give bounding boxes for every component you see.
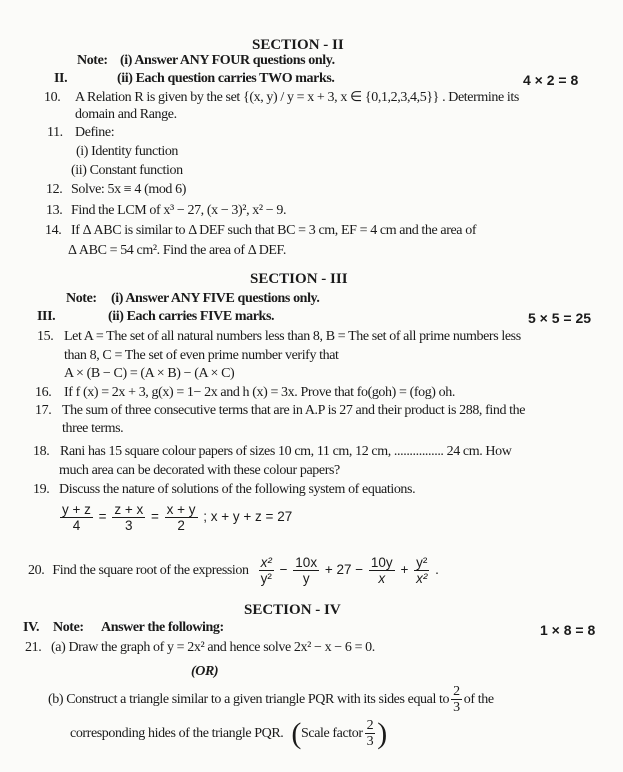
fraction-numerator: z + x: [114, 502, 144, 517]
question-number: 16.: [35, 385, 52, 400]
operator: +: [400, 562, 409, 578]
question-number: 19.: [33, 482, 50, 497]
operator: + 27 −: [324, 562, 364, 578]
operator: −: [279, 562, 288, 578]
question-text: Find the LCM of x³ − 27, (x − 3)², x² − 9.: [71, 203, 287, 218]
question-number: 21.: [25, 640, 42, 655]
equals-sign: =: [150, 509, 159, 525]
section-2-title: SECTION - II: [252, 37, 344, 53]
question-text: three terms.: [62, 421, 124, 436]
fraction-denominator: 3: [366, 734, 374, 749]
question-text: Let A = The set of all natural numbers less than 8, B = The set of all prime numbers less: [64, 329, 521, 344]
fraction-numerator: x²: [260, 555, 272, 570]
section-3-note-1: (i) Answer ANY FIVE questions only.: [111, 291, 320, 306]
fraction-denominator: 3: [453, 700, 460, 715]
section-2-note-1: (i) Answer ANY FOUR questions only.: [120, 53, 335, 68]
equation-system: [58, 502, 292, 533]
fraction-denominator: 2: [177, 518, 185, 533]
question-text: domain and Range.: [75, 107, 177, 122]
question-number: 18.: [33, 444, 50, 459]
fraction-two-thirds: [451, 684, 462, 715]
fraction-denominator: 3: [125, 518, 133, 533]
question-text: Define:: [75, 125, 115, 140]
section-4-roman: IV.: [23, 620, 40, 635]
scale-factor-open-paren: (: [291, 716, 301, 750]
question-text: (b) Construct a triangle similar to a given triangle PQR with its sides equal to: [48, 692, 450, 707]
question-text: (a) Draw the graph of y = 2x² and hence solve 2x² − x − 6 = 0.: [51, 640, 375, 655]
question-20-line: [28, 555, 439, 586]
section-3-note-label: Note:: [66, 291, 97, 306]
question-number: 15.: [37, 329, 54, 344]
question-21b-line: [48, 684, 494, 715]
question-text: Δ ABC = 54 cm². Find the area of Δ DEF.: [68, 243, 286, 258]
section-2-marks: 4 × 2 = 8: [523, 72, 579, 88]
section-4-title: SECTION - IV: [244, 602, 341, 618]
fraction-denominator: 4: [72, 518, 81, 533]
question-text: Discuss the nature of solutions of the following system of equations.: [59, 482, 416, 497]
question-21b-line-2: [70, 718, 387, 749]
question-number: 13.: [46, 203, 63, 218]
scale-factor-close-paren: ): [377, 716, 387, 750]
expression-end: .: [435, 562, 439, 578]
fraction-numerator: y²: [416, 555, 428, 570]
equals-sign: =: [98, 509, 107, 525]
question-number: 11.: [47, 125, 63, 140]
question-text: much area can be decorated with these colour papers?: [59, 463, 340, 478]
question-text: If f (x) = 2x + 3, g(x) = 1− 2x and h (x) = 3x. Prove that fo(goh) = (fog) oh.: [64, 385, 455, 400]
question-text: of the: [463, 692, 494, 707]
question-text: Rani has 15 square colour papers of sizes 10 cm, 11 cm, 12 cm, ................ 24 cm. How: [60, 444, 512, 459]
section-3-title: SECTION - III: [250, 271, 348, 287]
question-number: 10.: [44, 90, 61, 105]
equation-tail: ; x + y + z = 27: [203, 509, 293, 525]
scale-factor: [365, 718, 376, 749]
fraction-numerator: y + z: [62, 502, 91, 517]
fraction-numerator: 2: [366, 718, 374, 733]
or-label: (OR): [191, 664, 219, 679]
fraction-numerator: 10y: [370, 555, 393, 570]
fraction-denominator: y²: [260, 571, 272, 586]
section-3-roman: III.: [37, 309, 56, 324]
question-number: 12.: [46, 182, 63, 197]
section-3-note-2: (ii) Each carries FIVE marks.: [108, 309, 275, 324]
fraction-denominator: x: [378, 571, 386, 586]
question-text: A × (B − C) = (A × B) − (A × C): [64, 366, 235, 381]
fraction-denominator: x²: [416, 571, 428, 586]
question-number: 20.: [28, 563, 45, 578]
section-2-note-label: Note:: [77, 53, 108, 68]
section-2-note-2: (ii) Each question carries TWO marks.: [117, 71, 335, 86]
section-4-marks: 1 × 8 = 8: [540, 622, 596, 638]
expression: [257, 555, 439, 586]
question-text: The sum of three consecutive terms that are in A.P is 27 and their product is 288, find the: [62, 403, 526, 418]
question-text: A Relation R is given by the set {(x, y) / y = x + 3, x ∈ {0,1,2,3,4,5}} . Determine its: [75, 90, 519, 105]
fraction-numerator: 2: [453, 684, 460, 699]
section-4-note-1: Answer the following:: [101, 620, 224, 635]
section-3-marks: 5 × 5 = 25: [528, 310, 592, 326]
scale-factor-label: Scale factor: [301, 726, 363, 741]
section-2-roman: II.: [54, 71, 68, 86]
fraction-numerator: 10x: [295, 555, 318, 570]
question-text: Find the square root of the expression: [52, 563, 249, 578]
question-text: If Δ ABC is similar to Δ DEF such that BC = 3 cm, EF = 4 cm and the area of: [71, 223, 477, 238]
question-text: than 8, C = The set of even prime number verify that: [64, 348, 339, 363]
question-number: 17.: [35, 403, 52, 418]
fraction-denominator: y: [302, 571, 310, 586]
question-text: (i) Identity function: [76, 144, 179, 159]
question-text: (ii) Constant function: [71, 163, 183, 178]
fraction-numerator: x + y: [166, 502, 196, 517]
question-text: Solve: 5x ≡ 4 (mod 6): [71, 182, 186, 197]
question-text: corresponding hides of the triangle PQR.: [70, 726, 284, 741]
section-4-note-label: Note:: [53, 620, 84, 635]
question-number: 14.: [45, 223, 62, 238]
